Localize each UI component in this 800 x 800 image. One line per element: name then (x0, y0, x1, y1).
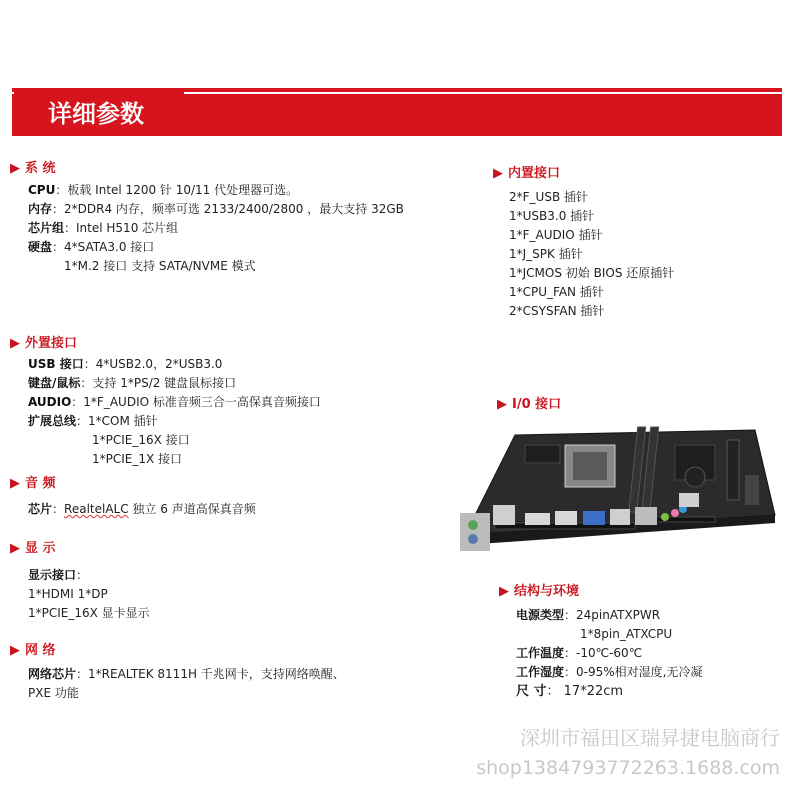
spec-network-chip (28, 665, 345, 684)
spec-network-cont: PXE 功能 (28, 686, 79, 700)
section-display-heading (10, 537, 56, 556)
spec-expansion-cont: 1*PCIE_16X 接口 (92, 433, 190, 447)
spec-power-cont: 1*8pin_ATXCPU (580, 627, 673, 641)
watermark-shop-name: 深圳市福田区瑞昇捷电脑商行 (520, 726, 780, 750)
spec-display-port (28, 566, 88, 585)
spec-memory (28, 200, 404, 219)
spec-value: ：-10℃-60℃ (564, 646, 643, 660)
internal-item: 2*F_USB 插针 (509, 190, 588, 204)
section-title: 内置接口 (508, 166, 561, 181)
spec-label: 硬盘 (28, 240, 53, 254)
banner-title: 详细参数 (14, 92, 184, 136)
spec-label: 内存 (28, 202, 53, 216)
spec-label: USB 接口 (28, 357, 84, 371)
arrow-right-icon: ▶ (499, 584, 509, 599)
spec-brand: RealtelALC (64, 502, 129, 516)
spec-value: ：1*REALTEK 8111H 千兆网卡，支持网络唤醒、 (76, 667, 345, 681)
spec-cpu (28, 181, 298, 200)
arrow-right-icon: ▶ (493, 166, 503, 181)
arrow-right-icon: ▶ (10, 336, 20, 351)
spec-label: 芯片 (28, 502, 53, 516)
spec-label: 芯片组 (28, 221, 65, 235)
section-audio-heading (10, 472, 56, 491)
watermark-shop-url: shop1384793772263.1688.com (476, 757, 780, 779)
spec-value: ：0-95%相对湿度,无冷凝 (564, 665, 703, 679)
spec-temperature (516, 644, 642, 663)
internal-item: 1*CPU_FAN 插针 (509, 285, 604, 299)
spec-sep: ： (52, 502, 65, 516)
section-title: I/0 接口 (512, 397, 562, 412)
arrow-right-icon: ▶ (10, 476, 20, 491)
spec-value: ：24pinATXPWR (564, 608, 661, 622)
section-structure-heading (499, 580, 579, 599)
spec-humidity (516, 663, 702, 682)
section-title: 结构与环境 (514, 584, 580, 599)
spec-label: 键盘/鼠标 (28, 376, 81, 390)
internal-item: 1*JCMOS 初始 BIOS 还原插针 (509, 266, 675, 280)
internal-item: 2*CSYSFAN 插针 (509, 304, 605, 318)
spec-label: 尺 寸 (516, 684, 547, 699)
spec-display-line: 1*HDMI 1*DP (28, 587, 108, 601)
spec-value: ：支持 1*PS/2 键盘鼠标接口 (80, 376, 237, 390)
spec-disk-cont: 1*M.2 接口 支持 SATA/NVME 模式 (64, 259, 256, 273)
spec-display-line: 1*PCIE_16X 显卡显示 (28, 606, 150, 620)
section-title: 系 统 (25, 161, 56, 176)
section-title: 网 络 (25, 643, 56, 658)
spec-value: 独立 6 声道高保真音频 (128, 502, 256, 516)
spec-label: 工作温度 (516, 646, 565, 660)
spec-value: ：板载 Intel 1200 针 10/11 代处理器可选。 (55, 183, 299, 197)
section-external-heading (10, 332, 77, 351)
spec-sep: ： (76, 568, 89, 582)
spec-audio (28, 393, 321, 412)
spec-label: 扩展总线 (28, 414, 77, 428)
spec-chipset (28, 219, 178, 238)
arrow-right-icon: ▶ (10, 643, 20, 658)
section-title: 外置接口 (25, 336, 78, 351)
arrow-right-icon: ▶ (10, 541, 20, 556)
section-title: 显 示 (25, 541, 56, 556)
internal-item: 1*USB3.0 插针 (509, 209, 595, 223)
section-title: 音 频 (25, 476, 56, 491)
spec-value: ：4*SATA3.0 接口 (52, 240, 155, 254)
spec-value: ：1*F_AUDIO 标准音频三合一高保真音频接口 (71, 395, 321, 409)
section-system-heading (10, 157, 56, 176)
arrow-right-icon: ▶ (497, 397, 507, 412)
spec-expansion-cont: 1*PCIE_1X 接口 (92, 452, 183, 466)
spec-disk (28, 238, 154, 257)
spec-power (516, 606, 660, 625)
spec-label: 工作湿度 (516, 665, 565, 679)
spec-label: AUDIO (28, 395, 72, 409)
spec-value: ：Intel H510 芯片组 (64, 221, 179, 235)
spec-audio-chip (28, 500, 256, 519)
spec-size (516, 682, 623, 701)
spec-label: 网络芯片 (28, 667, 77, 681)
spec-kbm (28, 374, 236, 393)
spec-expansion (28, 412, 158, 431)
spec-value: ：2*DDR4 内存，频率可选 2133/2400/2800 ，最大支持 32GB (52, 202, 404, 216)
spec-label: CPU (28, 183, 56, 197)
section-network-heading (10, 639, 56, 658)
internal-item: 1*F_AUDIO 插针 (509, 228, 603, 242)
arrow-right-icon: ▶ (10, 161, 20, 176)
spec-value: ： 17*22cm (546, 684, 624, 699)
spec-usb (28, 355, 222, 374)
spec-label: 电源类型 (516, 608, 565, 622)
spec-value: ：4*USB2.0，2*USB3.0 (83, 357, 223, 371)
spec-label: 显示接口 (28, 568, 77, 582)
section-internal-heading (493, 162, 560, 181)
internal-item: 1*J_SPK 插针 (509, 247, 583, 261)
spec-value: ：1*COM 插针 (76, 414, 158, 428)
motherboard-image (455, 405, 785, 570)
